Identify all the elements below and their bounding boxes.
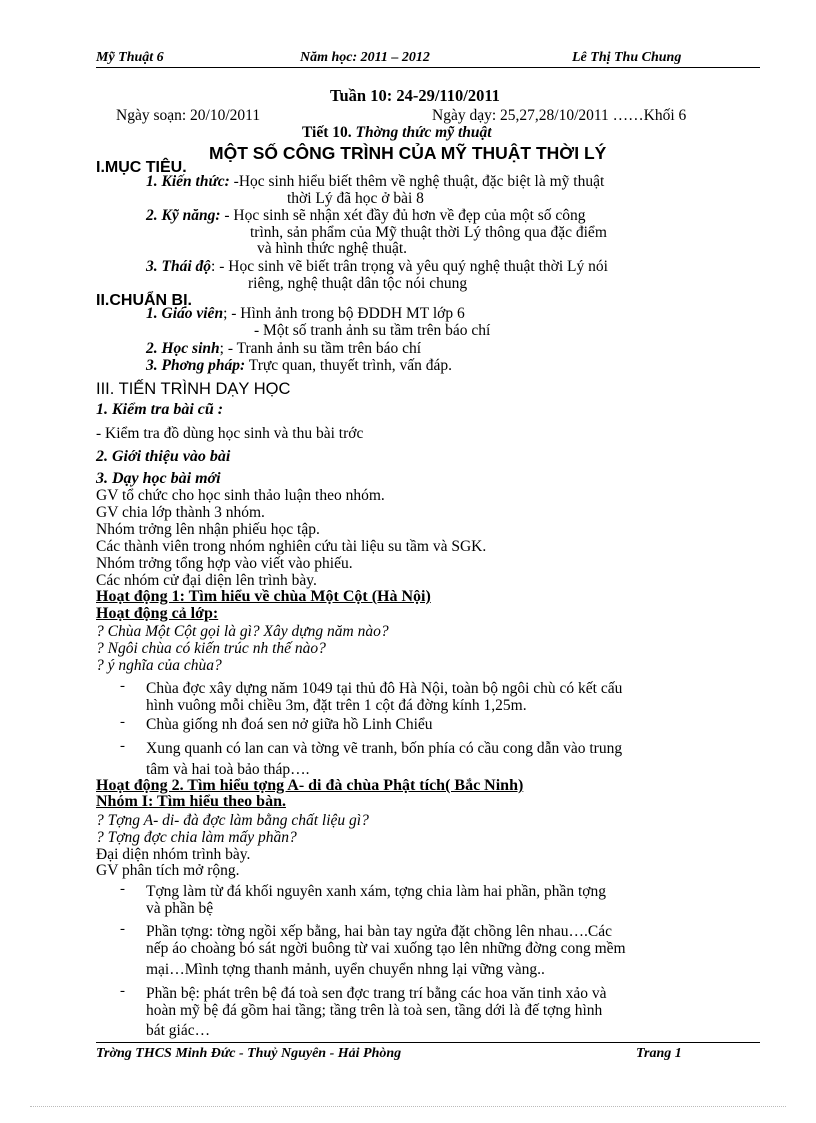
student-prep-label: 2. Học sinh [146,340,220,357]
method-text: Trực quan, thuyết trình, vấn đáp. [245,357,453,374]
bullet-dash: - [120,678,125,694]
activity2-bullet-3-line-3: bát giác… [146,1022,211,1039]
method-label: 3. Phơng pháp: [146,357,246,374]
activity2-bullet-3-line-2: hoàn mỹ bệ đá gồm hai tầng; tầng trên là toà sen, tầng dới là đế tợng hình [146,1002,603,1019]
activity1-bullet-1-line-2: hình vuông mỗi chiều 3m, đặt trên 1 cột đá đờng kính 1,25m. [146,697,527,714]
skill-text-1: - Học sinh sẽ nhận xét đầy đủ hơn về đẹp của một số công [220,207,586,224]
activity1-bullet-3-line-1: Xung quanh có lan can và tờng vẽ tranh, bốn phía có cầu cong dẫn vào trung [146,740,623,757]
activity2-gv: GV phân tích mở rộng. [96,862,240,879]
activity1-question: ? Chùa Một Cột gọi là gì? Xây dựng năm nào? [96,623,389,640]
procedure-line: Các nhóm cử đại diện lên trình bày. [96,572,317,589]
teacher-prep-line-2: - Một số tranh ảnh su tầm trên báo chí [254,322,491,339]
lesson-type: Thờng thức mỹ thuật [351,124,492,141]
skill-line-3: và hình thức nghệ thuật. [257,240,408,257]
student-prep-text: ; - Tranh ảnh su tầm trên báo chí [219,340,422,357]
header-subject: Mỹ Thuật 6 [96,50,164,65]
procedure-line: GV chia lớp thành 3 nhóm. [96,504,265,521]
teacher-prep-label: 1. Giáo viên [146,305,224,322]
activity2-bullet-1-line-2: và phần bệ [146,900,214,917]
activity2-question: ? Tợng đợc chia làm mấy phần? [96,829,297,846]
lesson-line [302,124,492,142]
activity1-bullet-1-line-1: Chùa đợc xây dựng năm 1049 tại thủ đô Hà Nội, toàn bộ ngôi chù có kết cấu [146,680,623,697]
procedure-line: Nhóm trởng lên nhận phiếu học tập. [96,521,320,538]
bullet-dash: - [120,983,125,999]
activity2-rep: Đại diện nhóm trình bày. [96,846,251,863]
knowledge-text-1: -Học sinh hiểu biết thêm về nghệ thuật, đặc biệt là mỹ thuật [229,173,605,190]
teacher-prep-line-1 [146,305,465,323]
bullet-dash: - [120,881,125,897]
header-teacher: Lê Thị Thu Chung [572,50,682,65]
skill-label: 2. Kỹ năng: [146,207,221,224]
activity2-bullet-2-line-2: nếp áo choàng bó sát ngời buông từ vai xuống tạo lên những đờng cong mềm [146,940,626,957]
section3-heading: III. TIẾN TRÌNH DẠY HỌC [96,380,291,398]
procedure-line: Các thành viên trong nhóm nghiên cứu tài liệu su tầm và SGK. [96,538,487,555]
header-rule [96,67,760,68]
knowledge-label: 1. Kiến thức: [146,173,230,190]
procedure-line: Nhóm trởng tổng hợp vào viết vào phiếu. [96,555,353,572]
footer-rule [96,1042,760,1043]
activity2-bullet-2-line-3: mại…Mình tợng thanh mảnh, uyển chuyển nhng lại vững vàng.. [146,961,545,978]
activity2-bullet-2-line-1: Phần tợng: tờng ngồi xếp bằng, hai bàn tay ngửa đặt chồng lên nhau….Các [146,923,613,940]
method-line [146,357,452,375]
lesson-title: MỘT SỐ CÔNG TRÌNH CỦA MỸ THUẬT THỜI LÝ [209,143,607,163]
taught-date: Ngày dạy: 25,27,28/10/2011 ……Khối 6 [432,107,687,124]
bullet-dash: - [120,714,125,730]
attitude-label: 3. Thái độ [146,258,212,275]
knowledge-line-2: thời Lý đã học ở bài 8 [287,190,424,207]
teacher-prep-text-1: ; - Hình ảnh trong bộ ĐDDH MT lớp 6 [223,305,465,322]
activity1-title: Hoạt động 1: Tìm hiểu về chùa Một Cột (Hà Nội) [96,588,431,605]
activity1-question: ? ý nghĩa của chùa? [96,657,222,674]
activity2-title: Hoạt động 2. Tìm hiểu tợng A- di đà chùa Phật tích( Bắc Ninh) [96,777,524,794]
student-prep-line [146,340,421,358]
activity2-bullet-1-line-1: Tợng làm từ đá khối nguyên xanh xám, tợng chia làm hai phần, phần tợng [146,883,607,900]
page-bottom-dotted-line [30,1106,786,1107]
activity2-bullet-3-line-1: Phần bệ: phát trên bệ đá toà sen đợc trang trí bằng các hoa văn tinh xảo và [146,985,607,1002]
activity2-group: Nhóm I: Tìm hiểu theo bàn. [96,793,286,810]
week-title: Tuần 10: 24-29/110/2011 [330,86,500,105]
skill-line-2: trình, sản phẩm của Mỹ thuật thời Lý thông qua đặc điểm [250,224,607,241]
knowledge-line-1 [146,173,604,191]
new-lesson-label: 3. Dạy học bài mới [96,470,221,487]
attitude-line-2: riêng, nghệ thuật dân tộc nói chung [248,275,468,292]
section2-heading: II.CHUẨN BỊ. [96,292,192,309]
skill-line-1 [146,207,586,225]
lesson-period: Tiết 10. [302,124,352,141]
header-school-year: Năm học: 2011 – 2012 [300,50,430,65]
activity2-question: ? Tợng A- di- đà đợc làm bằng chất liệu gì? [96,812,369,829]
procedure-line: GV tổ chức cho học sinh thảo luận theo nhóm. [96,487,385,504]
intro-label: 2. Giới thiệu vào bài [96,448,231,465]
section1-heading: I.MỤC TIÊU. [96,159,187,176]
prepared-date: Ngày soạn: 20/10/2011 [116,107,261,124]
footer-school: Trờng THCS Minh Đức - Thuỷ Nguyên - Hải Phòng [96,1046,402,1061]
footer-page: Trang 1 [636,1046,682,1061]
check-label: 1. Kiểm tra bài cũ : [96,401,224,418]
check-text: - Kiểm tra đồ dùng học sinh và thu bài trớc [96,425,364,442]
bullet-dash: - [120,738,125,754]
activity1-whole-class: Hoạt động cả lớp: [96,605,219,622]
activity1-bullet-3-line-2: tâm và hai toà bảo tháp…. [146,761,310,778]
activity1-bullet-2: Chùa giống nh đoá sen nở giữa hồ Linh Chiểu [146,716,433,733]
attitude-line-1 [146,258,608,276]
bullet-dash: - [120,921,125,937]
attitude-text-1: : - Học sinh vẽ biết trân trọng và yêu quý nghệ thuật thời Lý nói [211,258,608,275]
activity1-question: ? Ngôi chùa có kiến trúc nh thế nào? [96,640,326,657]
